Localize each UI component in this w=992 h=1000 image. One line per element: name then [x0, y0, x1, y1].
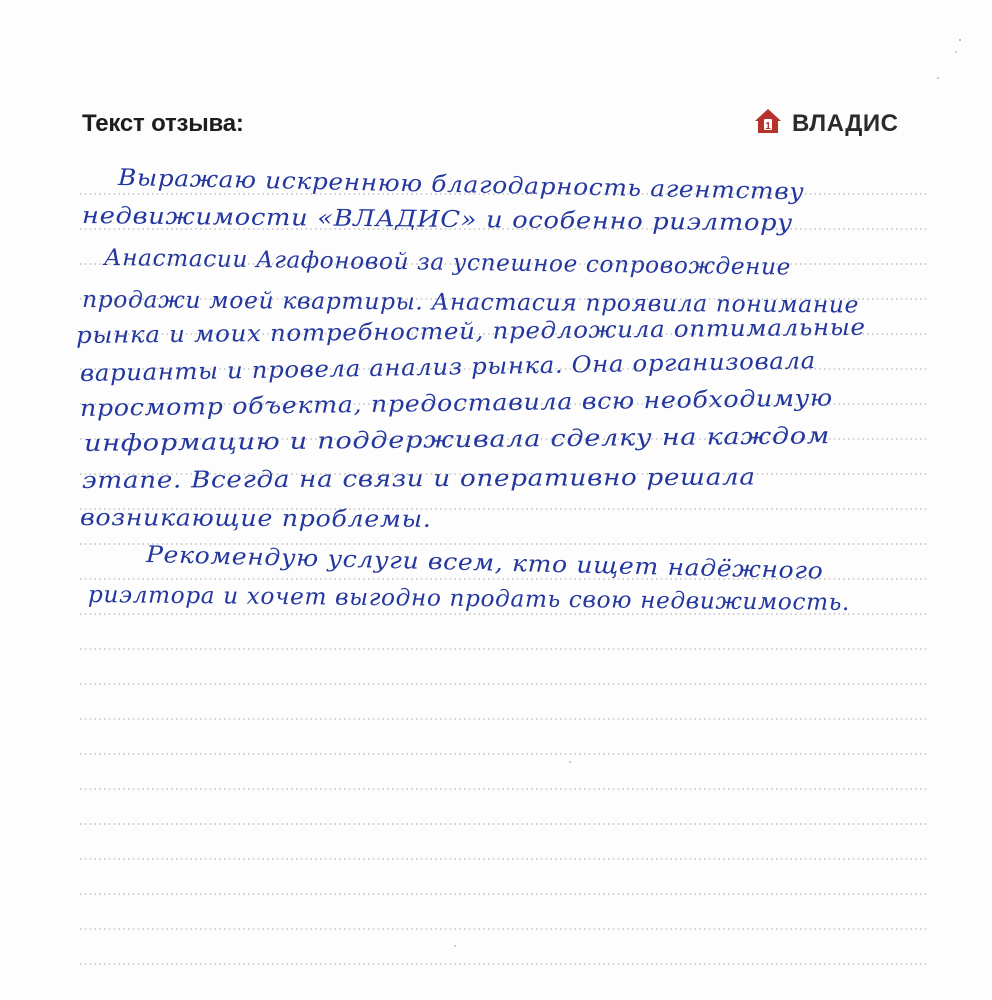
review-line: Анастасии Агафоновой за успешное сопровождение	[103, 245, 792, 281]
review-line: варианты и провела анализ рынка. Она организовала	[79, 348, 817, 387]
review-line: рынка и моих потребностей, предложила оптимальные	[75, 314, 866, 349]
review-line: продажи моей квартиры. Анастасия проявила понимание	[81, 287, 860, 319]
company-logo-text: ВЛАДИС	[792, 109, 899, 137]
review-line: возникающие проблемы.	[79, 505, 432, 533]
review-line: риэлтора и хочет выгодно продать свою недвижимость.	[87, 582, 851, 616]
review-line: недвижимости «ВЛАДИС» и особенно риэлтору	[81, 203, 794, 237]
review-text-heading: Текст отзыва:	[82, 110, 244, 137]
review-line: этапе. Всегда на связи и оперативно решала	[81, 464, 756, 494]
review-line: просмотр объекта, предоставила всю необходимую	[79, 385, 834, 422]
svg-text:1: 1	[765, 121, 771, 132]
review-line: Рекомендую услуги всем, кто ищет надёжного	[145, 542, 824, 585]
review-line: информацию и поддерживала сделку на каждом	[83, 423, 831, 457]
review-line: Выражаю искреннюю благодарность агентству	[117, 165, 805, 206]
